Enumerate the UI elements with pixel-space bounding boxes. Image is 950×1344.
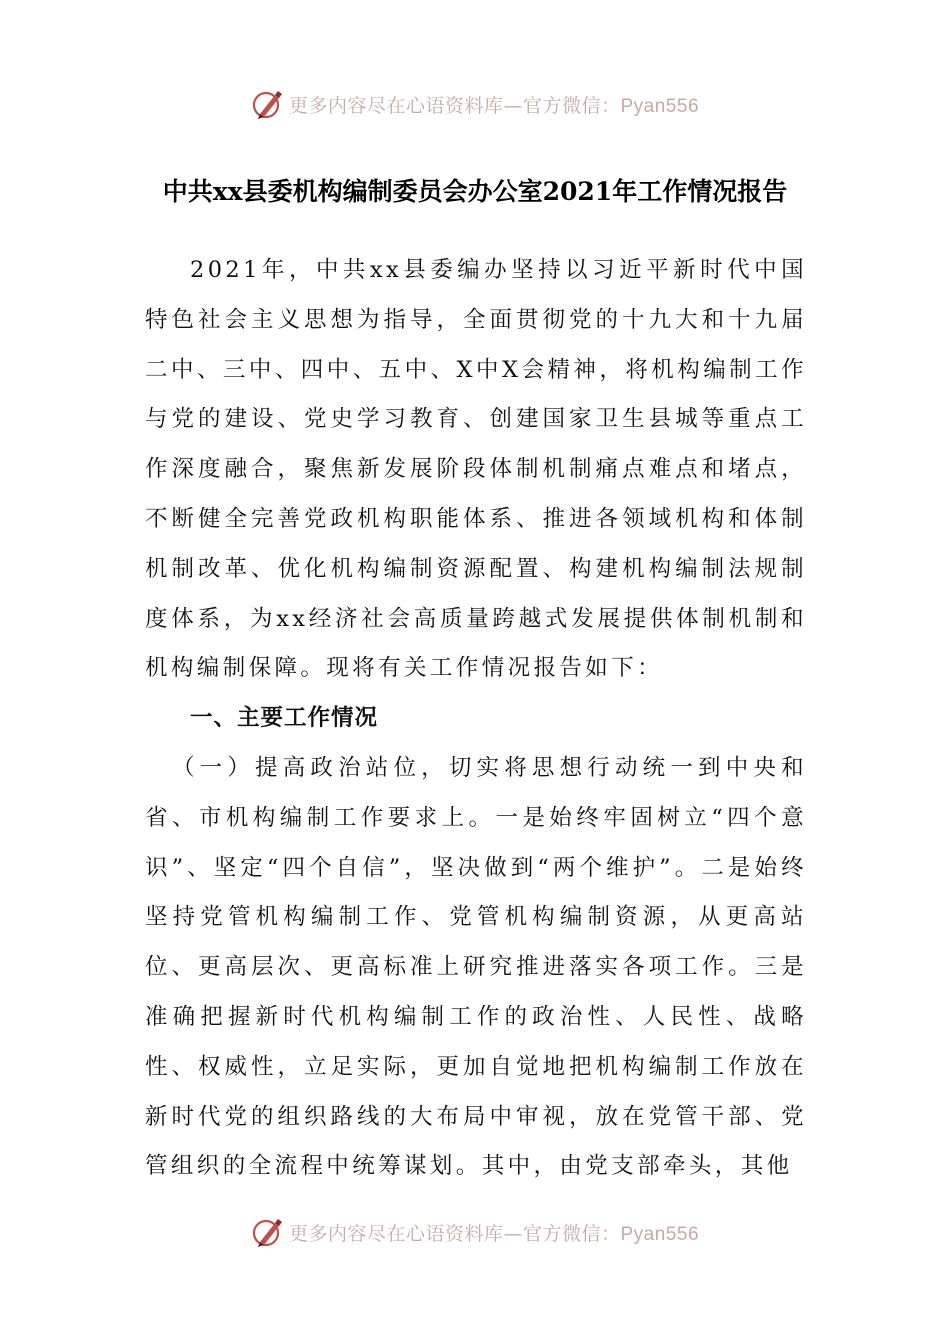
watermark-header	[0, 84, 950, 124]
body-paragraph: （一）提高政治站位，切实将思想行动统一到中央和省、市机构编制工作要求上。一是始终牢固树立“四个意识”、坚定“四个自信”，坚决做到“两个维护”。二是始终坚持党管机构编制工作、党管机构编制资源，从更高站位、更高层次、更高标准上研究推进落实各项工作。三是准确把握新时代机构编制工作的政治性、人民性、战略性、权威性，立足实际，更加自觉地把机构编制工作放在新时代党的组织路线的大布局中审视，放在党管干部、党管组织的全流程中统筹谋划。其中，由党支部牵头，其他	[145, 754, 807, 1180]
watermark-footer	[0, 1212, 950, 1252]
watermark-text: 更多内容尽在心语资料库—官方微信：Pyan556	[288, 1222, 700, 1245]
document-title: 中共xx县委机构编制委员会办公室2021年工作情况报告	[162, 177, 788, 206]
pen-logo-icon	[251, 1215, 285, 1249]
pen-logo-icon	[251, 87, 285, 121]
intro-paragraph: 2021年，中共xx县委编办坚持以习近平新时代中国特色社会主义思想为指导，全面贯彻党的十九大和十九届二中、三中、四中、五中、X中X会精神，将机构编制工作与党的建设、党史学习教育、创建国家卫生县城等重点工作深度融合，聚焦新发展阶段体制机制痛点难点和堵点，不断健全完善党政机构职能体系、推进各领域机构和体制机制改革、优化机构编制资源配置、构建机构编制法规制度体系，为xx经济社会高质量跨越式发展提供体制机制和机构编制保障。现将有关工作情况报告如下：	[145, 257, 807, 682]
watermark-text: 更多内容尽在心语资料库—官方微信：Pyan556	[288, 94, 700, 117]
section-heading: 一、主要工作情况	[190, 705, 379, 732]
document-body	[145, 246, 807, 1192]
